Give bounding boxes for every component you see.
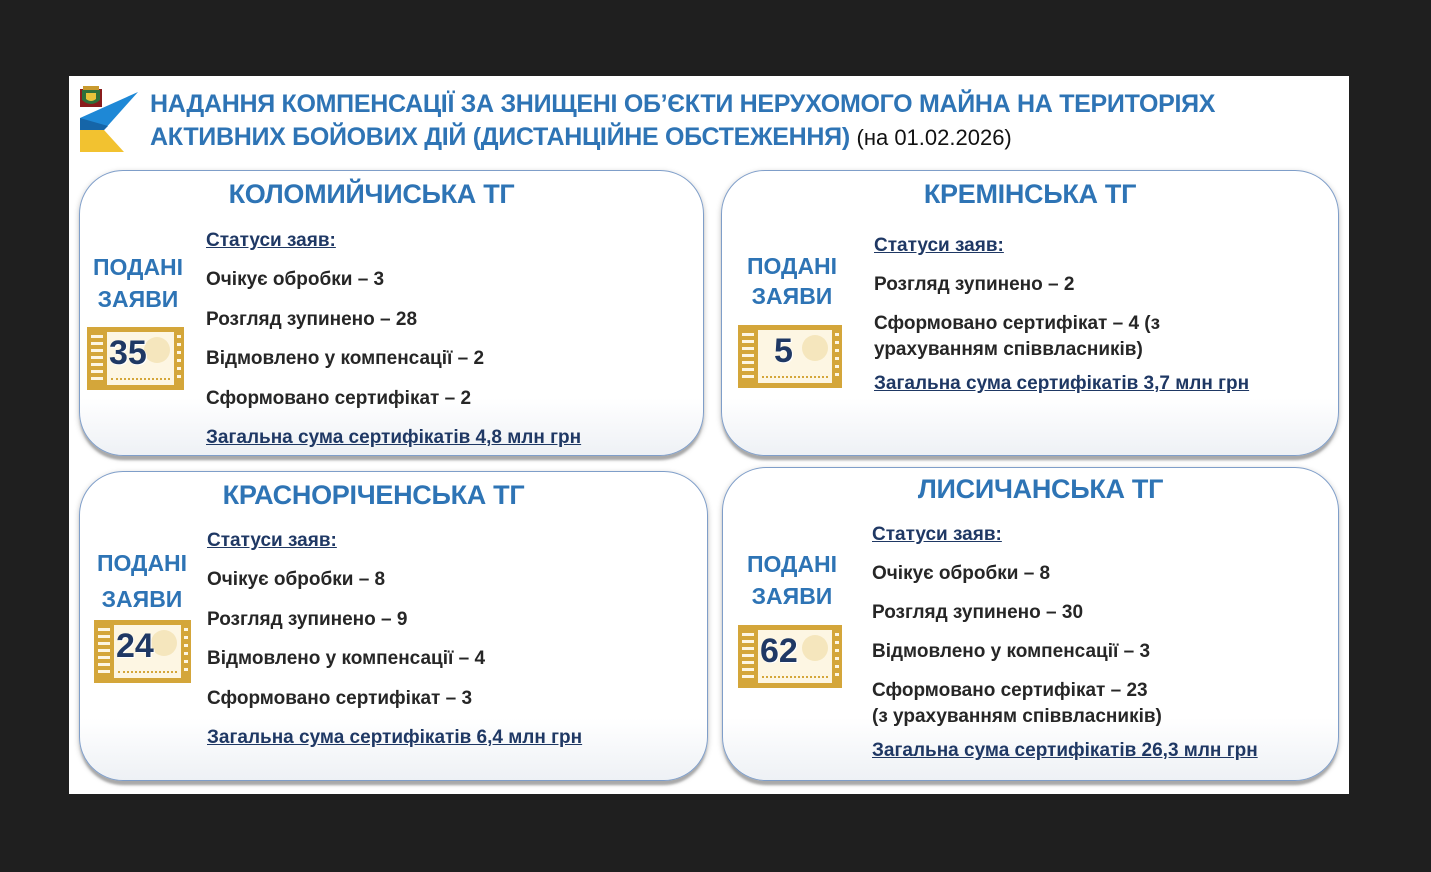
certificates-total: Загальна сума сертифікатів 26,3 млн грн [872,740,1258,761]
submitted-count: 24 [116,627,154,665]
submitted-label: ПОДАНІ ЗАЯВИ [92,254,184,312]
status-line: Відмовлено у компенсації – 3 [872,641,1151,662]
status-line: Відмовлено у компенсації – 4 [207,648,486,670]
submitted-count-badge [94,620,191,683]
status-line: Сформовано сертифікат – 4 (з [874,313,1161,334]
status-line: Розгляд зупинено – 28 [206,308,418,330]
statuses-header: Статуси заяв: [207,530,337,551]
card-title: ЛИСИЧАНСЬКА ТГ [917,474,1164,504]
statuses-header: Статуси заяв: [874,235,1004,256]
certificates-total: Загальна сума сертифікатів 6,4 млн грн [207,727,583,749]
submitted-label: ПОДАНІ ЗАЯВИ [96,550,188,612]
title-date: (на 01.02.2026) [856,125,1012,150]
status-line: Розгляд зупинено – 9 [207,608,408,630]
status-list [206,221,581,457]
status-line: Розгляд зупинено – 30 [872,602,1084,623]
status-line: Розгляд зупинено – 2 [874,274,1075,295]
submitted-count-badge [738,325,842,388]
statuses-header: Статуси заяв: [872,524,1002,545]
status-line: Очікує обробки – 8 [207,569,386,591]
status-list [207,521,582,757]
certificates-total: Загальна сума сертифікатів 4,8 млн грн [206,427,582,449]
card-kreminska [721,170,1339,456]
status-line: Очікує обробки – 8 [872,563,1051,584]
region-logo-icon [78,90,140,154]
slide [69,76,1349,794]
status-line: Сформовано сертифікат – 2 [206,387,472,409]
card-title: КОЛОМИЙЧИСЬКА ТГ [228,179,515,209]
submitted-count: 62 [760,632,798,670]
status-line: Очікує обробки – 3 [206,269,385,291]
submitted-count: 5 [774,332,793,370]
status-line: Сформовано сертифікат – 23 [872,680,1148,701]
submitted-count-badge [738,625,842,688]
title-line-1: НАДАННЯ КОМПЕНСАЦІЇ ЗА ЗНИЩЕНІ ОБ’ЄКТИ НЕРУХОМОГО МАЙНА НА ТЕРИТОРІЯХ [150,90,1216,118]
statuses-header: Статуси заяв: [206,230,336,251]
card-lysychanska [722,467,1339,781]
status-line: урахуванням співвласників) [874,339,1143,360]
status-list [874,226,1249,403]
submitted-label: ПОДАНІ ЗАЯВИ [746,551,838,609]
submitted-count: 35 [109,334,147,372]
status-line: (з урахуванням співвласників) [872,706,1162,727]
status-line: Відмовлено у компенсації – 2 [206,348,485,370]
submitted-label: ПОДАНІ ЗАЯВИ [746,253,838,309]
card-title: КРАСНОРІЧЕНСЬКА ТГ [222,480,525,510]
status-line: Сформовано сертифікат – 3 [207,687,473,709]
certificates-total: Загальна сума сертифікатів 3,7 млн грн [874,373,1250,394]
card-krasnorichenska [79,471,708,781]
card-kolomyichyska [79,170,704,456]
title-line-2: АКТИВНИХ БОЙОВИХ ДІЙ (ДИСТАНЦІЙНЕ ОБСТЕЖЕННЯ) [150,123,850,151]
page-title [150,88,1340,154]
status-list [872,515,1258,770]
submitted-count-badge [87,327,184,390]
card-title: КРЕМІНСЬКА ТГ [923,179,1137,209]
